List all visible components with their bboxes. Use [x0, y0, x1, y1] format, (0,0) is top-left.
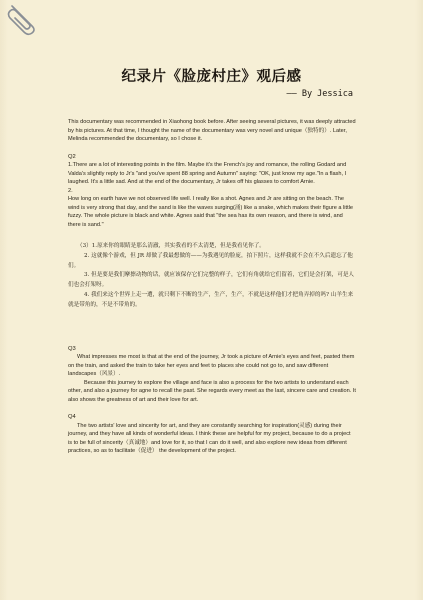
q3-paragraph-2: Because this journey to explore the village and face is also a process for the two artists to understand each other, and also a journey for agne to recall the past. She regards every meet as the last, sincere care and creation. It also shows the greatness of art and their love for art.: [68, 379, 356, 403]
page-title: 纪录片《脸庞村庄》观后感: [121, 69, 302, 85]
quote-4: 4. 我们来这个世界上走一遭，就只剩下不断的生产，生产，生产，不就是这样他们才把角弄掉的吗? 山羊生来就是带角的，不是不带角的。: [68, 291, 354, 308]
q2-number-2: 2.: [68, 187, 73, 194]
quote-2: 2. 这就像个游戏，但 JR 却做了我最想做的——为我遇见的脸庞，拍下照片，这样我就不会在不久后遗忘了他们。: [68, 252, 353, 269]
q4-heading: Q4: [68, 414, 76, 421]
q2-paragraph-1: 1.There are a lot of interesting points in the film. Maybe it's the French's joy and romance, the rolling Godard and Valda's slightly reply to Jr's "and you've spent 88 spring and Autumn" saying: "OK, just know my age."In a flash, I laughed. It's a little sad. And at the end of the documentary, Jr takes off his glasses to comfort Arnie.: [68, 162, 347, 185]
quote-3: 3. 但是要是我们摩擦动物的话，就应该保存它们完整的样子，它们有角就给它们留着，它们是会打架，可是人们也会打架呀。: [68, 272, 355, 289]
q2-paragraph-2: How long on earth have we not observed life well. I really like a shot. Agnes and Jr are sitting on the beach. The wind is very strong that day, and the sand is like the waves surging(涌) like a snake, which makes their figure a little fuzzy. The whole picture is black and white. Agnes said that "the sea has its own reason, and there is wind, and there is sand.": [68, 196, 353, 228]
author-line: —— By Jessica: [286, 89, 353, 99]
paperclip-icon: [6, 2, 40, 36]
q3-paragraph-1: What impresses me most is that at the end of the journey, Jr took a picture of Arnie's eyes and feet, pasted them on the train, and asked the train to take her eyes and feet to places she could not go to, and saw different landscapes（风景）.: [68, 354, 355, 378]
quote-1: （3）1.原来你的眼睛是那么清澈，其实我看的不太清楚，但是我看见你了。: [77, 243, 265, 249]
q2-heading: Q2: [68, 153, 76, 160]
q3-heading: Q3: [68, 345, 76, 352]
intro-paragraph: This documentary was recommended in Xiaohong book before. After seeing several pictures, it was deeply attracted by his pictures. At that time, I thought the name of the documentary was very novel and unique（独特的）. Later, Melinda recommended the documentary, so I chose it.: [68, 119, 356, 142]
q4-paragraph-1: The two artists' love and sincerity for art, and they are constantly searching for inspiration(灵感) during their journey, and they have all kinds of wonderful ideas. I think these are helpful for my project, because to do a project is to be full of sincerity（真诚地）and love for it, so that I can do it well, and also explore new ideas from different practices, so as to facilitate（促进） the development of the project.: [68, 422, 351, 455]
document-body: [68, 118, 356, 456]
